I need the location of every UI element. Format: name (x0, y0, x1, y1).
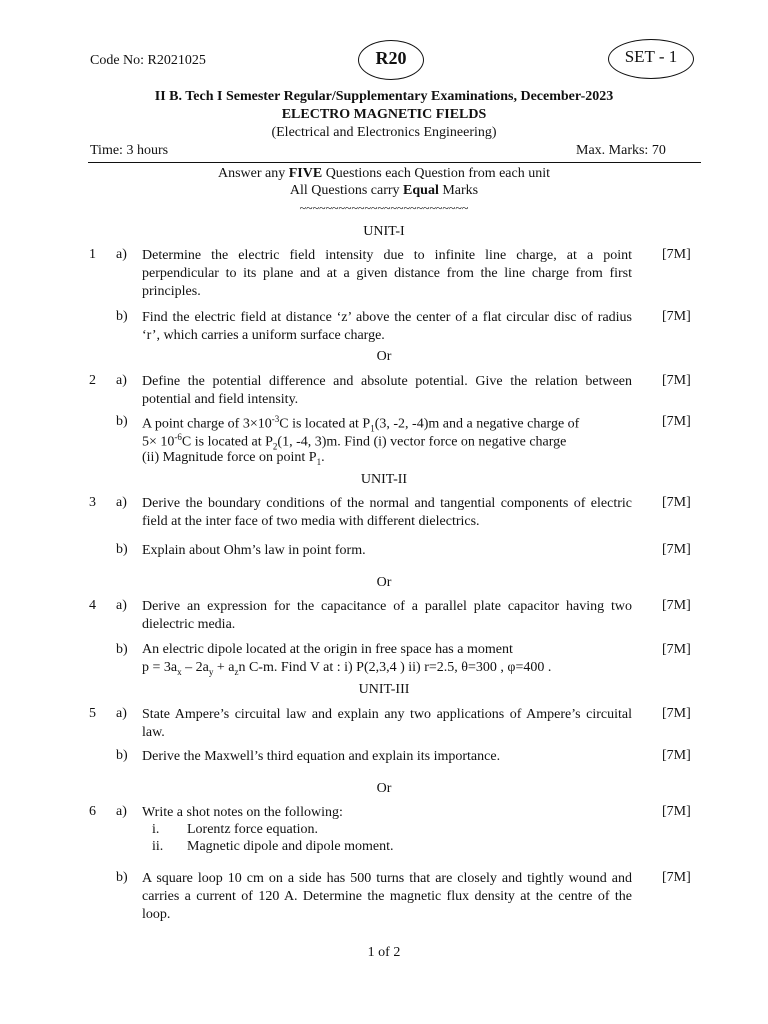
unit-heading: UNIT-I (363, 224, 405, 239)
part-label: a) (116, 373, 127, 388)
question-text-line: An electric dipole located at the origin in free space has a moment (142, 642, 513, 657)
exam-title: II B. Tech I Semester Regular/Supplementary Examinations, December-2023 (154, 89, 614, 104)
question-text: Define the potential difference and absolute potential. Give the relation between potential and field intensity. (142, 374, 632, 407)
marks-label: [7M] (662, 706, 691, 721)
list-item-marker: ii. (152, 839, 164, 854)
instruction-line-1: Answer any FIVE Questions each Question from each unit (217, 166, 551, 181)
question-number: 6 (89, 804, 96, 819)
question-text-line: A point charge of $3\times 10^{-3}C$ is located at $P_1(3$, -2, -4)m and a negative charge of (142, 414, 580, 434)
marks-label: [7M] (662, 542, 691, 557)
marks-label: [7M] (662, 642, 691, 657)
or-separator: Or (376, 781, 392, 796)
marks-label: [7M] (662, 598, 691, 613)
part-label: a) (116, 706, 127, 721)
question-text: Derive the boundary conditions of the normal and tangential components of electric field at the inter face of two media with different dielectrics. (142, 496, 632, 529)
or-separator: Or (376, 575, 392, 590)
marks-label: [7M] (662, 804, 691, 819)
unit-heading: UNIT-III (358, 682, 410, 697)
question-number: 4 (89, 598, 96, 613)
part-label: a) (116, 804, 127, 819)
question-number: 3 (89, 495, 96, 510)
subject-title: ELECTRO MAGNETIC FIELDS (281, 107, 487, 122)
marks-label: [7M] (662, 748, 691, 763)
or-separator: Or (376, 349, 392, 364)
question-text: A square loop 10 cm on a side has 500 turns that are closely and tightly wound and carries a current of 120 A. Determine the magnetic flux density at the centre of the loop. (142, 871, 632, 922)
question-text-line: $p = 3a_x - 2a_y + a_zn$ C-m. Find V at : i) P(2,3,4 ) ii) r=2.5, θ=300 , φ=400 . (142, 660, 552, 677)
marks-label: [7M] (662, 495, 691, 510)
list-item: Lorentz force equation. (187, 822, 318, 837)
part-label: b) (116, 870, 128, 885)
branch-name: (Electrical and Electronics Engineering) (271, 125, 497, 140)
part-label: b) (116, 414, 128, 429)
list-item: Magnetic dipole and dipole moment. (187, 839, 394, 854)
page-number: 1 of 2 (367, 945, 401, 960)
question-text: Find the electric field at distance ‘z’ above the center of a flat circular disc of radius ‘r’, which carries a uniform surface charge. (142, 310, 632, 343)
part-label: b) (116, 309, 128, 324)
marks-label: [7M] (662, 247, 691, 262)
part-label: a) (116, 495, 127, 510)
question-number: 5 (89, 706, 96, 721)
question-text-line: (ii) Magnitude force on point $P_1$. (142, 450, 325, 467)
question-text: Determine the electric field intensity due to infinite line charge, at a point perpendicular to its plane and at a given distance from the line charge from first principles. (142, 248, 632, 299)
part-label: a) (116, 247, 127, 262)
question-text: Derive the Maxwell’s third equation and explain its importance. (142, 749, 501, 764)
marks-label: [7M] (662, 309, 691, 324)
question-number: 1 (89, 247, 96, 262)
set-label: SET - 1 (624, 47, 678, 66)
question-text: Write a shot notes on the following: (142, 805, 343, 820)
part-label: a) (116, 598, 127, 613)
instruction-line-2: All Questions carry Equal Marks (289, 183, 479, 198)
part-label: b) (116, 642, 128, 657)
unit-heading: UNIT-II (360, 472, 408, 487)
marks-label: [7M] (662, 373, 691, 388)
part-label: b) (116, 542, 128, 557)
max-marks: Max. Marks: 70 (576, 143, 666, 158)
marks-label: [7M] (662, 414, 691, 429)
question-text: State Ampere’s circuital law and explain any two applications of Ampere’s circuital law. (142, 707, 632, 740)
code-number: Code No: R2021025 (90, 53, 206, 68)
header-divider (88, 162, 701, 163)
question-text: Explain about Ohm’s law in point form. (142, 543, 366, 558)
question-text: Derive an expression for the capacitance of a parallel plate capacitor having two dielectric media. (142, 599, 632, 632)
list-item-marker: i. (152, 822, 160, 837)
question-number: 2 (89, 373, 96, 388)
instruction-separator: ~~~~~~~~~~~~~~~~~~~~~~~~~~ (299, 201, 469, 215)
question-text-line: $5\times 10^{-6}C$ is located at $P_2(1$, -4, 3)m. Find (i) vector force on negative charge (142, 432, 567, 452)
regulation-label: R20 (375, 48, 407, 68)
exam-time: Time: 3 hours (90, 143, 169, 158)
marks-label: [7M] (662, 870, 691, 885)
part-label: b) (116, 748, 128, 763)
